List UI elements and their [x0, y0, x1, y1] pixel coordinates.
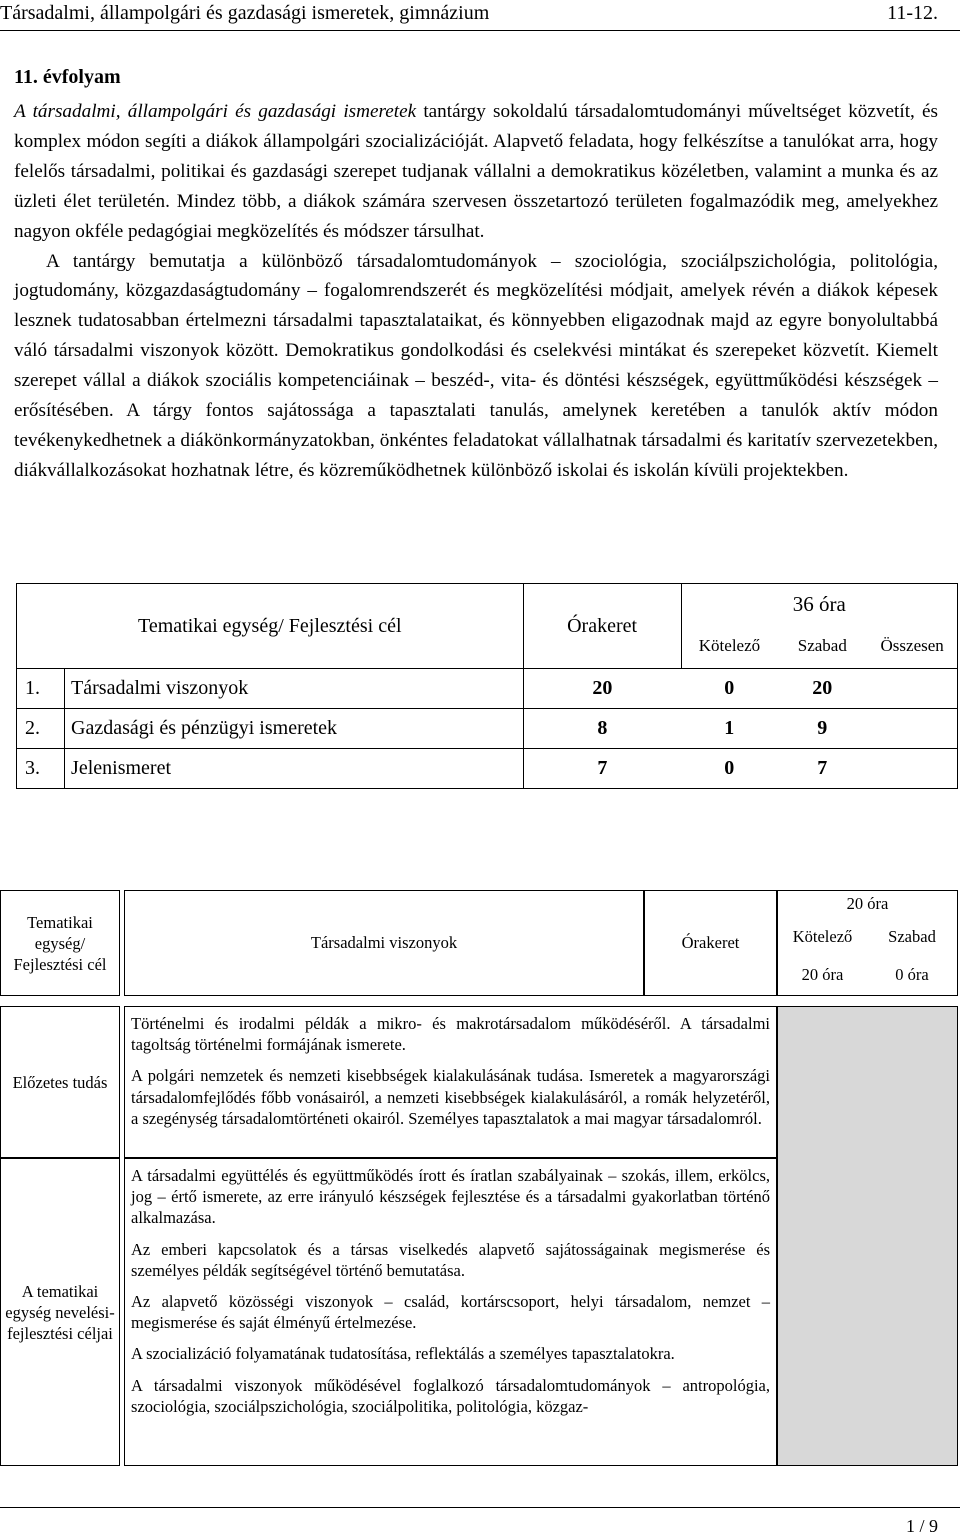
row-filler: [867, 709, 957, 749]
col-topic-header: Tematikai egység/ Fejlesztési cél: [17, 584, 524, 669]
header-grade: 11-12.: [887, 2, 938, 24]
unit-detail-table: [0, 890, 958, 1466]
year-heading: 11. évfolyam: [14, 66, 121, 88]
row-number: 1.: [17, 669, 65, 709]
row-mandatory: 8: [523, 709, 681, 749]
header-title: Társadalmi, állampolgári és gazdasági ismeretek, gimnázium: [0, 2, 490, 24]
grey-filler: [777, 1006, 958, 1466]
row-free: 0: [681, 749, 777, 789]
goals-label: A tematikai egység nevelési-fejlesztési céljai: [0, 1158, 120, 1466]
row-total: 20: [777, 669, 867, 709]
row-free: 0: [681, 669, 777, 709]
unit-topic-name: Társadalmi viszonyok: [124, 890, 644, 996]
row-filler: [867, 749, 957, 789]
intro-paragraph-1: [14, 97, 938, 247]
sub-mandatory-header: Kötelező: [681, 624, 777, 668]
goal-item: A szocializáció folyamatának tudatosítása, reflektálás a személyes tapasztalatokra.: [131, 1344, 675, 1364]
prior-item: Történelmi és irodalmi példák a mikro- és makrotársadalom működéséről. A társadalmi tagoltság történelmi formájának ismerete.: [131, 1014, 770, 1055]
unit-topic-label: Tematikai egység/ Fejlesztési cél: [0, 890, 120, 996]
table-spacer: [0, 996, 958, 1006]
row-mandatory: 20: [523, 669, 681, 709]
unit-hours-total: 20 óra: [777, 890, 958, 918]
row-name: Gazdasági és pénzügyi ismeretek: [65, 709, 523, 749]
page-number: 1 / 9: [905, 1516, 938, 1536]
subject-name: A társadalmi, állampolgári és gazdasági ismeretek: [14, 101, 417, 122]
row-number: 3.: [17, 749, 65, 789]
goal-item: Az alapvető közösségi viszonyok – család, kortárscsoport, helyi társadalom, nemzet – megismerése és saját élményű értelmezése.: [131, 1292, 770, 1333]
row-total: 7: [777, 749, 867, 789]
col-frame-header: Órakeret: [523, 584, 681, 669]
unit-free: [867, 918, 958, 996]
goal-item: Az emberi kapcsolatok és a társas viselkedés alapvető sajátosságainak megismerése és személyes példák segítségével történő bemutatása.: [131, 1239, 770, 1280]
unit-free-hours: 0 óra: [895, 965, 929, 985]
goal-item: A társadalmi viszonyok működésével foglalkozó társadalomtudományok – antropológia, szociológia, szociálpszichológia, szociálpolitika, politológia, közgaz-: [131, 1375, 770, 1416]
hours-summary-table: [16, 583, 958, 789]
sub-free-header: Szabad: [777, 624, 867, 668]
table-row: [17, 709, 958, 749]
prior-knowledge-content: [124, 1006, 777, 1158]
hours-total-header: 36 óra: [681, 584, 957, 625]
unit-mandatory: [777, 918, 867, 996]
page-header: [0, 0, 960, 31]
prior-item: A polgári nemzetek és nemzeti kisebbségek kialakulásának tudása. Ismeretek a magyarországi társadalomfejlődés főbb vonásairól, a nemzeti kisebbségek kialakulásáról, a romák helyzetéről, a szegénység társadalomtörténeti okairól. Személyes tapasztalatok a mai magyar társadalomról.: [131, 1066, 770, 1128]
row-free: 1: [681, 709, 777, 749]
prior-knowledge-label: Előzetes tudás: [0, 1006, 120, 1158]
row-name: Jelenismeret: [65, 749, 523, 789]
goal-item: A társadalmi együttélés és együttműködés írott és íratlan szabályainak – szokás, illem, erkölcs, jog – értő ismerete, az erre irányuló készségek fejlesztése és a társadalmi gyakorlatban történő alkalmazása.: [131, 1166, 770, 1228]
unit-frame-label: Órakeret: [644, 890, 777, 996]
goals-content: [124, 1158, 777, 1466]
table-row: [17, 749, 958, 789]
row-mandatory: 7: [523, 749, 681, 789]
unit-free-label: Szabad: [888, 927, 936, 947]
footer-divider: [0, 1507, 960, 1508]
row-name: Társadalmi viszonyok: [65, 669, 523, 709]
intro-paragraph-2: A tantárgy bemutatja a különböző társadalomtudományok – szociológia, szociálpszichológia, politológia, jogtudomány, közgazdaságtudomány – fogalomrendszerét és megközelítési módjait, amelyek révén a diákok képesek lesznek tudatosabban értelmezni társadalmi tapasztalataikat, és könnyebben eligazodnak majd az egyre bonyolultabbá váló társadalmi viszonyok között. Demokratikus gondolkodási és cselekvési mintákat és szerepeket közvetít. Kiemelt szerepet vállal a diákok szociális kompetenciáinak – beszéd-, vita- és döntési készségek, együttműködési készségek – erősítésében. A tárgy fontos sajátossága a tapasztalati tanulás, amelynek keretében a tanulók aktív módon tevékenykedhetnek a diákönkormányzatokban, önkéntes feladatokat vállalhatnak társadalmi és karitatív szervezetekben, diákvállalkozásokat hozhatnak létre, és közreműködhetnek különböző iskolai és iskolán kívüli projektekben.: [14, 250, 938, 481]
table-row: [17, 669, 958, 709]
row-number: 2.: [17, 709, 65, 749]
unit-mandatory-label: Kötelező: [792, 927, 853, 947]
intro-paragraph-1-text: tantárgy sokoldalú társadalomtudományi műveltséget közvetít, és komplex módon segíti a diákok állampolgári szocializációját. Alapvető feladata, hogy felkészítse a tanulókat arra, hogy felelős társadalmi, politikai és gazdasági szerepet tudjanak vállalni a demokratikus közéletben, valamint a munka és az üzleti élet területén. Mindez több, a diákok számára szervesen összetartozó területen fogalmazódik meg, amelyekhez nagyon okféle pedagógiai megközelítés és módszer társulhat.: [14, 101, 939, 242]
row-filler: [867, 669, 957, 709]
intro-text: [14, 97, 938, 486]
unit-mandatory-hours: 20 óra: [801, 965, 844, 985]
sub-total-header: Összesen: [867, 624, 957, 668]
row-total: 9: [777, 709, 867, 749]
